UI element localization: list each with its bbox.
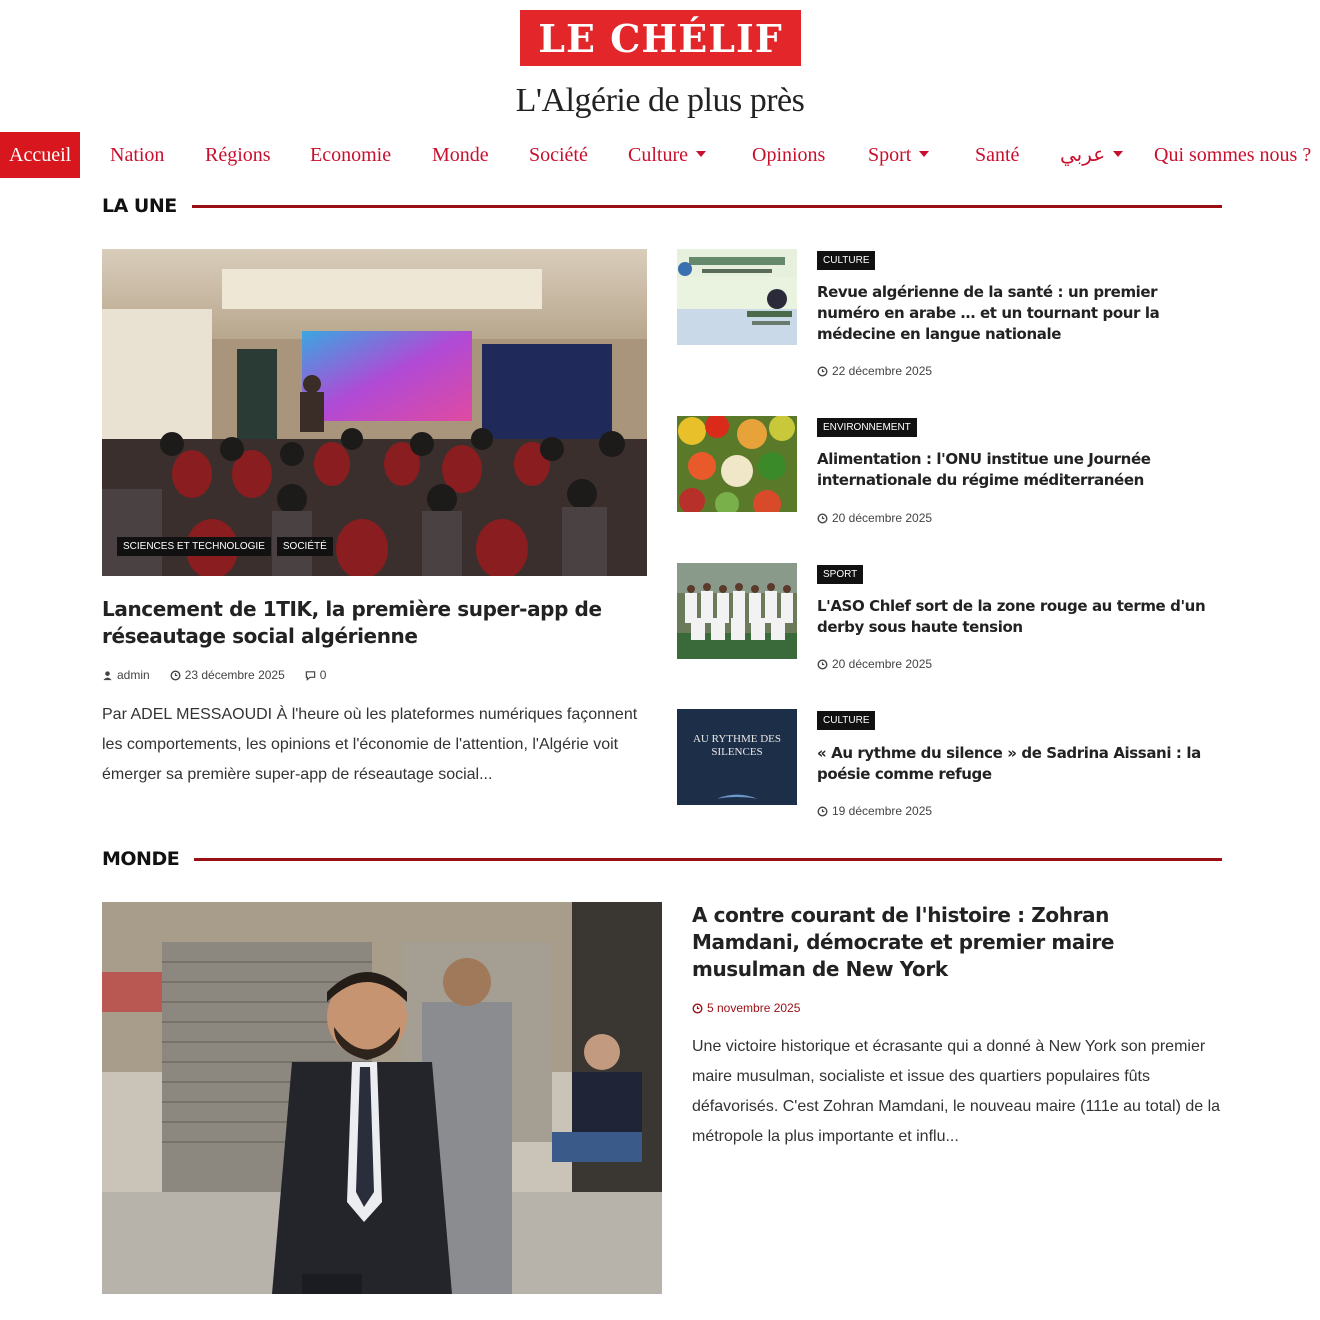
bird-illustration xyxy=(707,789,767,805)
featured-categories xyxy=(117,537,333,556)
nav-item-about[interactable] xyxy=(1154,132,1311,178)
nav-label: Opinions xyxy=(752,144,826,166)
nav-label: Qui sommes nous ? xyxy=(1154,144,1312,166)
site-logo[interactable] xyxy=(520,10,801,66)
clock-icon xyxy=(817,513,828,524)
nav-label: Régions xyxy=(205,144,271,166)
article-date: 22 décembre 2025 xyxy=(832,364,933,378)
monde-article-image[interactable] xyxy=(102,902,662,1294)
clock-icon xyxy=(817,366,828,377)
section-divider xyxy=(192,205,1222,208)
date-meta xyxy=(817,804,932,818)
nav-label: Economie xyxy=(310,144,392,166)
article-date: 20 décembre 2025 xyxy=(832,511,933,525)
nav-item-regions[interactable] xyxy=(205,132,271,178)
nav-label: Culture xyxy=(628,144,688,166)
date-meta xyxy=(170,668,285,682)
nav-item-economie[interactable] xyxy=(310,132,391,178)
logo-text: LE CHÉLIF xyxy=(538,15,783,61)
nav-item-nation[interactable] xyxy=(110,132,164,178)
category-badge[interactable]: SPORT xyxy=(817,565,863,584)
article-thumbnail[interactable] xyxy=(677,709,797,805)
category-badge[interactable]: SOCIÉTÉ xyxy=(277,537,333,556)
article-date: 19 décembre 2025 xyxy=(832,804,933,818)
article-thumbnail[interactable] xyxy=(677,563,797,659)
nav-label: Nation xyxy=(110,144,165,166)
section-title: MONDE xyxy=(102,848,180,870)
featured-meta xyxy=(102,668,326,682)
article-date: 5 novembre 2025 xyxy=(707,1001,801,1015)
article-thumbnail[interactable] xyxy=(677,249,797,345)
monde-article-title[interactable]: A contre courant de l'histoire : Zohran Mamdani, démocrate et premier maire musulman de New York xyxy=(692,903,1115,981)
nav-item-culture[interactable] xyxy=(628,132,706,178)
nav-item-arabic[interactable] xyxy=(1060,132,1123,178)
nav-label: عربي xyxy=(1060,144,1106,166)
category-badge[interactable]: CULTURE xyxy=(817,711,875,730)
nav-item-societe[interactable] xyxy=(529,132,588,178)
thumbnail-cover-text: AU RYTHME DES SILENCES xyxy=(692,733,781,758)
section-title: LA UNE xyxy=(102,195,177,217)
site-tagline: L'Algérie de plus près xyxy=(515,82,805,119)
date-meta xyxy=(817,364,932,378)
author-name: admin xyxy=(117,668,150,682)
nav-label: Accueil xyxy=(9,144,72,166)
clock-icon xyxy=(692,1003,703,1014)
date-meta xyxy=(692,1001,800,1015)
category-badge[interactable]: CULTURE xyxy=(817,251,875,270)
nav-item-monde[interactable] xyxy=(432,132,489,178)
user-icon xyxy=(102,670,113,681)
nav-item-sante[interactable] xyxy=(975,132,1019,178)
side-article[interactable] xyxy=(677,249,1222,378)
date-meta xyxy=(817,511,932,525)
article-date: 20 décembre 2025 xyxy=(832,657,933,671)
side-article[interactable] xyxy=(677,709,1222,819)
nav-label: Société xyxy=(529,144,588,166)
nav-item-sport[interactable] xyxy=(868,132,929,178)
article-thumbnail[interactable] xyxy=(677,416,797,512)
side-article-title[interactable]: Alimentation : l'ONU institue une Journée internationale du régime méditerranéen xyxy=(817,450,1151,489)
featured-image[interactable] xyxy=(102,249,647,576)
chevron-down-icon xyxy=(696,151,706,157)
category-badge[interactable]: ENVIRONNEMENT xyxy=(817,418,917,437)
chevron-down-icon xyxy=(919,151,929,157)
date-meta xyxy=(817,657,932,671)
clock-icon xyxy=(817,659,828,670)
side-article[interactable] xyxy=(677,563,1222,673)
side-article[interactable] xyxy=(677,416,1222,526)
clock-icon xyxy=(170,670,181,681)
main-nav xyxy=(0,132,1320,178)
comments-meta[interactable] xyxy=(305,668,327,682)
nav-item-accueil[interactable] xyxy=(0,132,80,178)
section-divider xyxy=(194,858,1222,861)
nav-label: Sport xyxy=(868,144,912,166)
side-article-title[interactable]: « Au rythme du silence » de Sadrina Aissani : la poésie comme refuge xyxy=(817,744,1201,783)
section-header-la-une xyxy=(102,193,1222,219)
section-header-monde xyxy=(102,846,1222,872)
nav-label: Monde xyxy=(432,144,489,166)
nav-item-opinions[interactable] xyxy=(752,132,825,178)
author-meta[interactable] xyxy=(102,668,150,682)
chevron-down-icon xyxy=(1113,151,1123,157)
comment-icon xyxy=(305,670,316,681)
nav-label: Santé xyxy=(975,144,1020,166)
comment-count: 0 xyxy=(319,668,327,682)
category-badge[interactable]: SCIENCES ET TECHNOLOGIE xyxy=(117,537,271,556)
side-article-title[interactable]: Revue algérienne de la santé : un premier numéro en arabe … et un tournant pour la médecine en langue nationale xyxy=(817,283,1160,343)
side-article-title[interactable]: L'ASO Chlef sort de la zone rouge au terme d'un derby sous haute tension xyxy=(817,597,1206,636)
featured-title[interactable]: Lancement de 1TIK, la première super-app de réseautage social algérienne xyxy=(102,597,602,648)
clock-icon xyxy=(817,806,828,817)
featured-excerpt: Par ADEL MESSAOUDI À l'heure où les plateformes numériques façonnent les comportements, les opinions et l'économie de l'attention, l'Algérie voit émerger sa première super-app de réseautage social... xyxy=(102,706,638,783)
article-date: 23 décembre 2025 xyxy=(184,668,285,682)
monde-article-excerpt: Une victoire historique et écrasante qui a donné à New York son premier maire musulman, socialiste et issue des quartiers populaires fûts défavorisés. C'est Zohran Mamdani, le nouveau maire (111e au total) de la métropole la plus importante et influ... xyxy=(692,1038,1221,1145)
